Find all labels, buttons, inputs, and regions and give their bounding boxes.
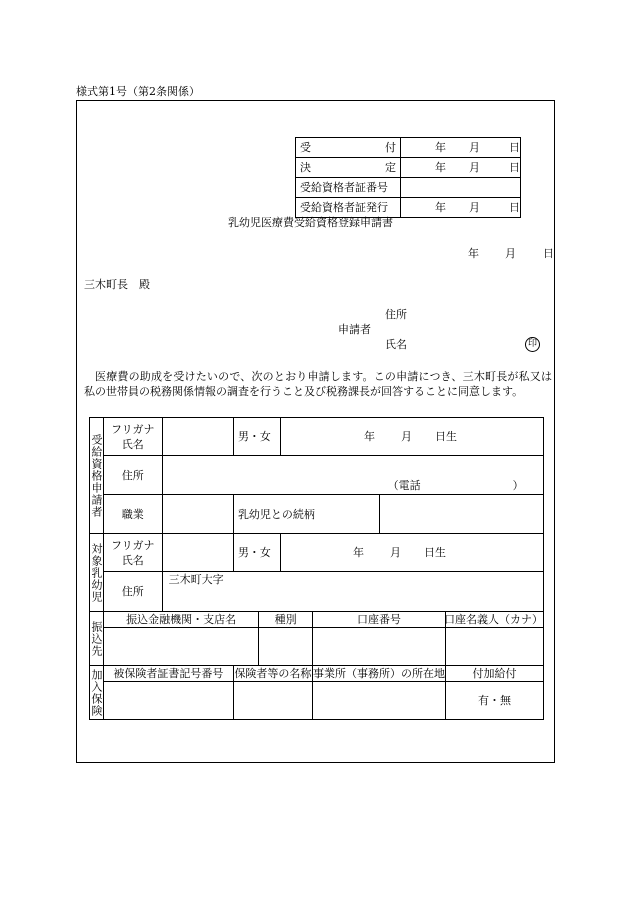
- table-row: 受給資格申請者 フリガナ 氏名 男・女 年 月 日生: [90, 418, 544, 456]
- table-row: 職業 乳幼児との続柄: [90, 495, 544, 534]
- table-row: 受給資格者証発行 年 月 日: [296, 198, 521, 218]
- table-row: 振込先 振込金融機関・支店名 種別 口座番号 口座名義人（カナ）: [90, 612, 544, 628]
- infant-header: 対象乳幼児: [89, 542, 103, 603]
- applicant-address-label: 住所: [385, 308, 407, 321]
- main-table: [89, 417, 544, 720]
- page-title: 乳幼児医療費受給資格登録申請書: [228, 216, 393, 229]
- applicant-name-label: 氏名: [385, 338, 407, 351]
- table-row: 有・無: [90, 682, 544, 720]
- form-number: 様式第1号（第2条関係）: [76, 85, 200, 98]
- table-row: [90, 628, 544, 666]
- table-row: 受給資格者証番号: [296, 178, 521, 198]
- seal-mark: 印: [525, 337, 540, 352]
- table-row: 住所 三木町大字: [90, 572, 544, 612]
- table-row: 対象乳幼児 フリガナ 氏名 男・女 年 月 日生: [90, 534, 544, 572]
- table-row: 加入保険 被保険者証書記号番号 保険者等の名称 事業所（事務所）の所在地 付加給付: [90, 666, 544, 682]
- receipt-table: [295, 137, 521, 218]
- insurance-header: 加入保険: [89, 668, 103, 717]
- table-row: 決 定 年 月 日: [296, 158, 521, 178]
- application-date: 年 月 日: [468, 247, 554, 260]
- applicant-label: 申請者: [338, 323, 371, 336]
- transfer-header: 振込先: [89, 620, 103, 657]
- table-row: 受 付 年 月 日: [296, 138, 521, 158]
- table-row: 住所 （電話 ）: [90, 456, 544, 495]
- recipient-header: 受給資格申請者: [89, 433, 103, 518]
- consent-paragraph: 医療費の助成を受けたいので、次のとおり申請します。この申請につき、三木町長が私又は私の世帯員の税務関係情報の調査を行うこと及び税務課長が回答することに同意します。: [84, 370, 552, 398]
- addressee: 三木町長 殿: [84, 278, 150, 291]
